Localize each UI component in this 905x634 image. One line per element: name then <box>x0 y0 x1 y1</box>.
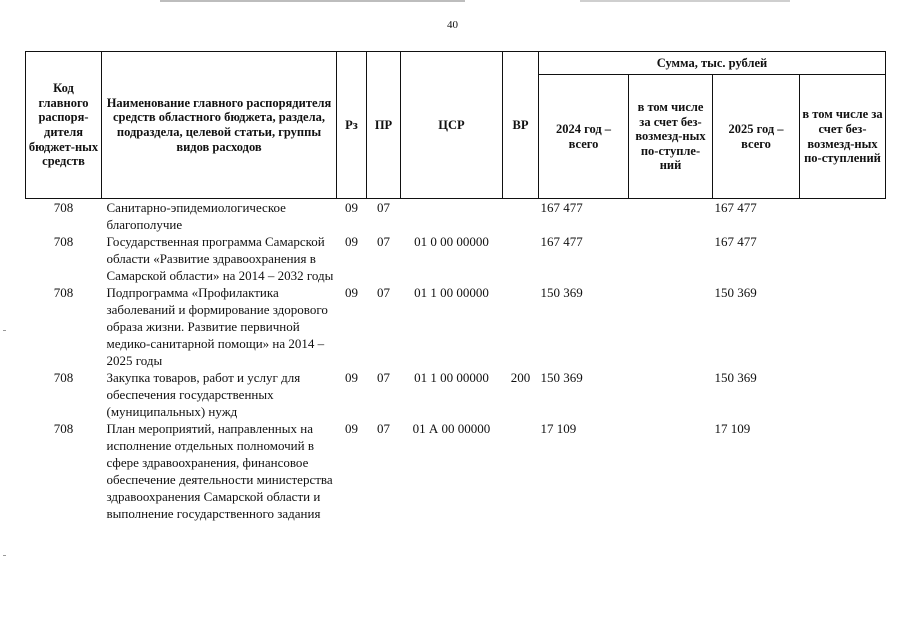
cell-rz: 09 <box>345 285 358 300</box>
cell-name: Санитарно-эпидемиологическое благополучие <box>106 200 286 232</box>
cell-name: План мероприятий, направленных на исполнение отдельных полномочий в сфере здравоохранения, финансовое обеспечение деятельности министерства здравоохранения Самарской области и выполнение государственного задания <box>106 421 333 521</box>
cell-vr <box>503 284 539 369</box>
cell-b2025 <box>800 199 886 234</box>
cell-s2025: 150 369 <box>714 285 757 300</box>
cell-kod: 708 <box>53 234 74 249</box>
header-2024-grants: в том числе за счет без-возмезд-ных по-ступле-ний <box>629 75 713 199</box>
cell-kod: 708 <box>53 370 74 385</box>
header-kod: Код главного распоря-дителя бюджет-ных средств <box>26 52 102 199</box>
scan-mark <box>3 555 6 556</box>
header-csr: ЦСР <box>401 52 503 199</box>
header-2025-total: 2025 год – всего <box>713 75 800 199</box>
cell-kod: 708 <box>53 200 74 215</box>
cell-s2024: 167 477 <box>540 234 583 249</box>
cell-csr: 01 0 00 00000 <box>414 234 489 249</box>
cell-s2025: 150 369 <box>714 370 757 385</box>
cell-name: Закупка товаров, работ и услуг для обеспечения государственных (муниципальных) нужд <box>106 370 301 419</box>
cell-b2024 <box>629 233 713 284</box>
table-body <box>26 199 886 523</box>
cell-csr: 01 А 00 00000 <box>412 421 491 436</box>
cell-name: Подпрограмма «Профилактика заболеваний и формирование здорового образа жизни. Развитие первичной медико-санитарной помощи» на 2014 – 2025 годы <box>106 285 328 368</box>
cell-s2024: 167 477 <box>540 200 583 215</box>
cell-csr <box>401 199 503 234</box>
cell-b2024 <box>629 369 713 420</box>
cell-pr: 07 <box>377 421 390 436</box>
cell-s2025: 17 109 <box>714 421 751 436</box>
cell-b2024 <box>629 420 713 522</box>
cell-rz: 09 <box>345 234 358 249</box>
cell-s2025: 167 477 <box>714 200 757 215</box>
cell-pr: 07 <box>377 200 390 215</box>
scan-mark <box>3 330 6 331</box>
scan-edge-line <box>160 0 465 2</box>
cell-b2024 <box>629 284 713 369</box>
cell-s2024: 17 109 <box>540 421 577 436</box>
cell-b2025 <box>800 420 886 522</box>
header-rz: Рз <box>337 52 367 199</box>
cell-s2024: 150 369 <box>540 370 583 385</box>
table-row <box>26 420 886 522</box>
header-2025-grants: в том числе за счет без-возмезд-ных по-ступлений <box>800 75 886 199</box>
cell-rz: 09 <box>345 421 358 436</box>
scan-edge-line <box>580 0 790 2</box>
cell-rz: 09 <box>345 200 358 215</box>
cell-rz: 09 <box>345 370 358 385</box>
table-row <box>26 284 886 369</box>
header-name: Наименование главного распорядителя средств областного бюджета, раздела, подраздела, целевой статьи, группы видов расходов <box>102 52 337 199</box>
cell-csr: 01 1 00 00000 <box>414 285 489 300</box>
table-row <box>26 369 886 420</box>
budget-table <box>25 51 886 522</box>
header-sum: Сумма, тыс. рублей <box>539 52 886 75</box>
header-vr: ВР <box>503 52 539 199</box>
cell-vr <box>503 420 539 522</box>
cell-vr <box>503 199 539 234</box>
cell-vr: 200 <box>510 370 531 385</box>
cell-kod: 708 <box>53 421 74 436</box>
cell-b2025 <box>800 369 886 420</box>
cell-pr: 07 <box>377 234 390 249</box>
cell-pr: 07 <box>377 370 390 385</box>
cell-kod: 708 <box>53 285 74 300</box>
cell-b2025 <box>800 233 886 284</box>
cell-s2024: 150 369 <box>540 285 583 300</box>
table-row <box>26 199 886 234</box>
cell-name: Государственная программа Самарской области «Развитие здравоохранения в Самарской области» на 2014 – 2032 годы <box>106 234 334 283</box>
table-row <box>26 233 886 284</box>
cell-csr: 01 1 00 00000 <box>414 370 489 385</box>
page-number: 40 <box>447 19 458 31</box>
header-2024-total: 2024 год – всего <box>539 75 629 199</box>
cell-pr: 07 <box>377 285 390 300</box>
cell-b2024 <box>629 199 713 234</box>
header-pr: ПР <box>367 52 401 199</box>
cell-b2025 <box>800 284 886 369</box>
cell-vr <box>503 233 539 284</box>
cell-s2025: 167 477 <box>714 234 757 249</box>
